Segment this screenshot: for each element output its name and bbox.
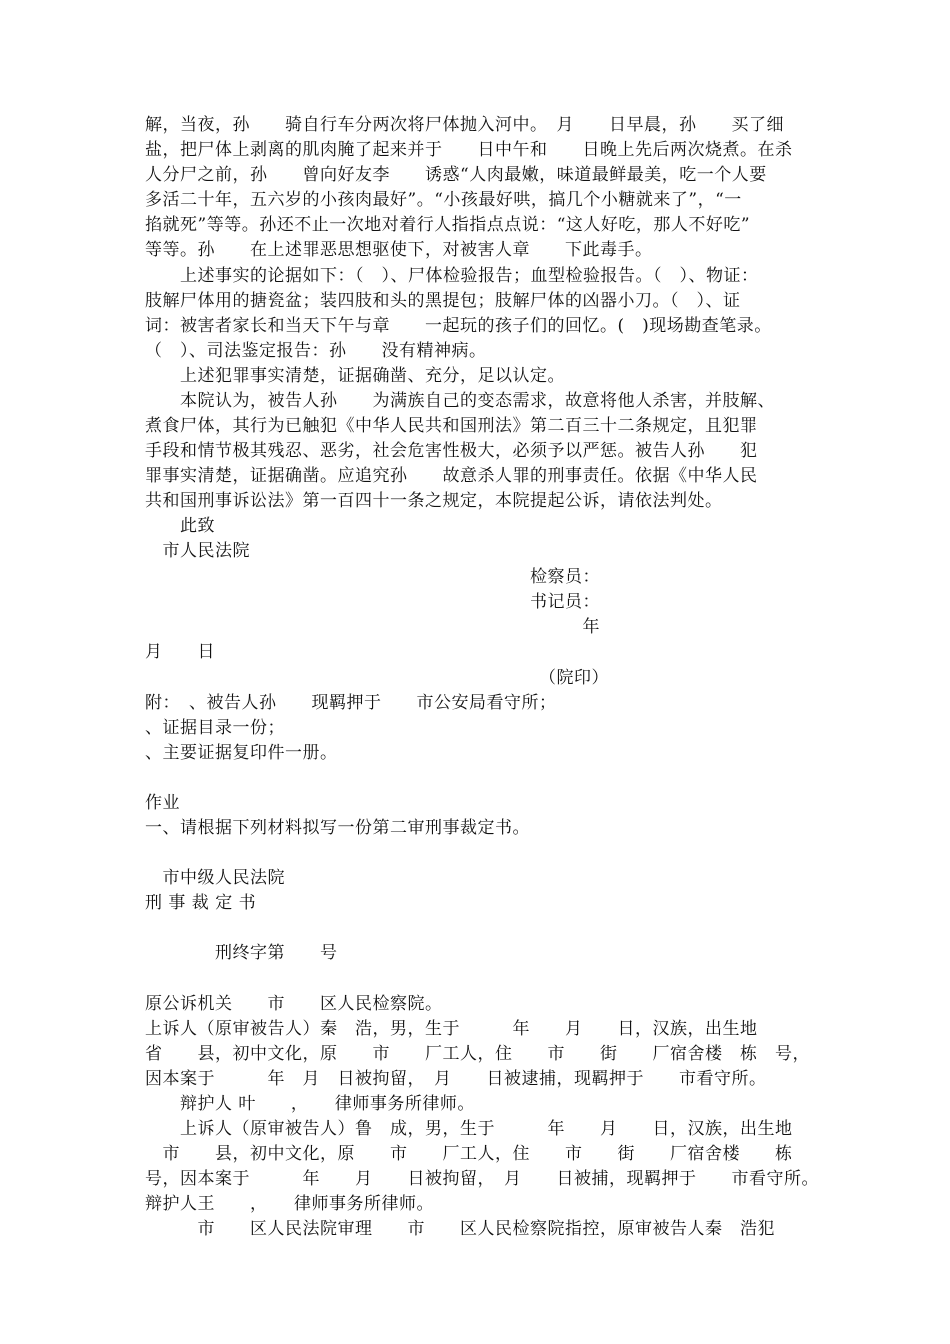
text-line: 年 — [145, 617, 600, 637]
text-line: 辩护人 叶 ， 律师事务所律师。 — [145, 1094, 475, 1114]
text-line: 市人民法院 — [145, 541, 250, 561]
text-line: 词：被害者家长和当天下午与章 一起玩的孩子们的回忆。( )现场勘查笔录。 — [145, 316, 772, 336]
text-line: 盐，把尸体上剥离的肌肉腌了起来并于 日中午和 日晚上先后两次烧煮。在杀 — [145, 140, 793, 160]
text-line: 掐就死”等等。孙还不止一次地对着行人指指点点说：“这人好吃，那人不好吃” — [145, 215, 751, 235]
text-line: 等等。孙 在上述罪恶思想驱使下，对被害人章 下此毒手。 — [145, 240, 653, 260]
text-line: 人分尸之前，孙 曾向好友李 诱惑“人肉最嫩，味道最鲜最美，吃一个人要 — [145, 165, 767, 185]
text-line: 因本案于 年 月 日被拘留， 月 日被逮捕，现羁押于 市看守所。 — [145, 1069, 767, 1089]
text-line: 市中级人民法院 — [145, 868, 285, 888]
text-line: 月 日 — [145, 642, 215, 662]
text-line: 省 县，初中文化，原 市 厂工人，住 市 街 厂宿舍楼 栋 号， — [145, 1044, 810, 1064]
text-line: 附： 、被告人孙 现羁押于 市公安局看守所； — [145, 693, 557, 713]
text-line: 市 区人民法院审理 市 区人民检察院指控，原审被告人秦 浩犯 — [145, 1219, 775, 1239]
text-line: 煮食尸体，其行为已触犯《中华人民共和国刑法》第二百三十二条规定，且犯罪 — [145, 416, 758, 436]
text-line: 市 县，初中文化，原 市 厂工人，住 市 街 厂宿舍楼 栋 — [145, 1144, 793, 1164]
text-line: 号，因本案于 年 月 日被拘留， 月 日被捕，现羁押于 市看守所。 — [145, 1169, 819, 1189]
text-line: 本院认为，被告人孙 为满族自己的变态需求，故意将他人杀害，并肢解、 — [145, 391, 775, 411]
text-line: 作业 — [145, 793, 180, 813]
text-line: 罪事实清楚，证据确凿。应追究孙 故意杀人罪的刑事责任。依据《中华人民 — [145, 466, 758, 486]
text-line: 一、请根据下列材料拟写一份第二审刑事裁定书。 — [145, 818, 530, 838]
text-line: 书记员： — [145, 592, 600, 612]
text-line: 检察员： — [145, 567, 600, 587]
text-line: 原公诉机关 市 区人民检察院。 — [145, 994, 443, 1014]
text-line: 多活二十年，五六岁的小孩肉最好”。“小孩最好哄，搞几个小糖就来了”，“一 — [145, 190, 742, 210]
text-line: 辩护人王 ， 律师事务所律师。 — [145, 1194, 434, 1214]
text-line: 手段和情节极其残忍、恶劣，社会危害性极大，必须予以严惩。被告人孙 犯 — [145, 441, 758, 461]
text-line: 共和国刑事诉讼法》第一百四十一条之规定，本院提起公诉，请依法判处。 — [145, 491, 723, 511]
text-line: 刑 事 裁 定 书 — [145, 893, 257, 913]
text-line: 、主要证据复印件一册。 — [145, 743, 338, 763]
text-line: 刑终字第 号 — [145, 943, 338, 963]
text-line: 、证据目录一份； — [145, 718, 285, 738]
text-line: （院印） — [145, 668, 609, 688]
text-line: 解，当夜，孙 骑自行车分两次将尸体抛入河中。 月 日早晨，孙 买了细 — [145, 115, 784, 135]
text-line: 上述犯罪事实清楚，证据确凿、充分，足以认定。 — [145, 366, 565, 386]
text-line: 上诉人（原审被告人）秦 浩，男，生于 年 月 日，汉族，出生地 — [145, 1019, 758, 1039]
text-line: 上述事实的论据如下：（ ）、尸体检验报告；血型检验报告。（ ）、物证： — [145, 266, 759, 286]
text-line: （ ）、司法鉴定报告：孙 没有精神病。 — [145, 341, 487, 361]
text-line: 肢解尸体用的搪瓷盆；装四肢和头的黑提包；肢解尸体的凶器小刀。（ ）、证 — [145, 291, 741, 311]
text-line: 上诉人（原审被告人）鲁 成，男，生于 年 月 日，汉族，出生地 — [145, 1119, 793, 1139]
text-line: 此致 — [145, 516, 215, 536]
